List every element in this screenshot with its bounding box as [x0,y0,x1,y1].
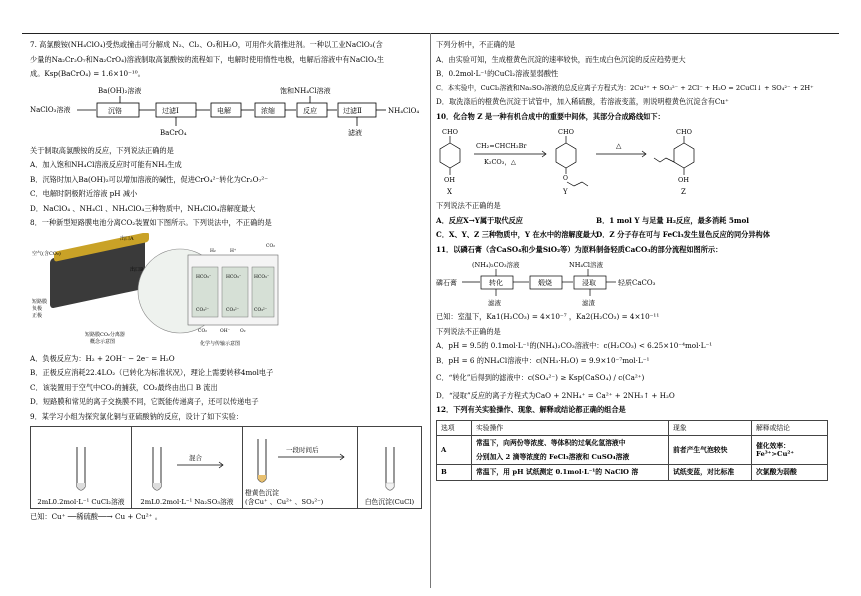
q9-ask: 下列分析中，不正确的是 [436,40,516,49]
q10-option-d: D．Z 分子存在可与 FeCl₃发生显色反应的同分异构体 [596,230,770,240]
q11-box-leach: 浸取 [582,279,596,288]
q12-header-conclusion: 解释或结论 [752,420,828,435]
question-8 [30,218,425,406]
q9-mix-arrow [147,445,227,495]
q8-option-d: D．短路膜和常见的离子交换膜不同，它既能传递离子，还可以传递电子 [30,397,259,406]
q8-stem: 8．一种新型短路膜电池分离CO₂装置如下图所示。下列说法中，不正确的是 [30,218,272,227]
q11-flow-diagram [436,259,836,309]
q11-reagent-1: (NH₄)₂CO₃溶液 [472,261,520,270]
q7-stem-line-1: 7. 高氯酸铵(NH₄ClO₄)受热或撞击可分解成 N₂、Cl₂、O₂和H₂O，可用作火箭推进剂。一种以工业NaClO₃(含 [30,40,383,49]
q11-known: 已知：室温下，Ka1(H₂CO₃) = 4×10⁻⁷ ，Ka2(H₂CO₃) = 4×10⁻¹¹ [436,312,660,322]
q11-option-c: C．“转化”后得到的滤液中：c(SO₄²⁻) ≥ Ksp(CaSO₄) / c(Ca²⁺) [436,372,645,382]
q8-membrane-figure [30,233,290,351]
q12-row-b-option: B [437,465,472,480]
q8-air-in: 空气(含CO₂) [32,250,61,257]
q11-stem: 11．以磷石膏（含CaSO₄和少量SiO₂等）为原料制备轻质CaCO₃的部分流程如图所示： [436,244,723,254]
q9-cell-cucl2 [31,427,132,509]
q12-table [436,420,828,481]
q12-stem: 12．下列有关实验操作、现象、解释或结论都正确的组合是 [436,405,626,415]
q7-byproduct-filtrate: 滤液 [348,128,362,137]
q10-options-cd [436,230,836,239]
benzene-ring-x [440,143,460,168]
q7-option-c: C．电解时阴极附近溶液 pH 减小 [30,189,138,198]
q7-stem-line-3: 成。Ksp(BaCrO₄) = 1.6×10⁻¹⁰。 [30,69,145,78]
q8-co2-bottom: CO₂ [198,328,207,334]
table-header-row [437,420,828,435]
y-cho: CHO [558,128,574,137]
q9-option-c: C．本实验中，CuCl₂溶液和Na₂SO₃溶液的总反应离子方程式为：2Cu²⁺ + SO₃²⁻ + 2Cl⁻ + H₂O = 2CuCl↓ + SO₄²⁻ + 2H⁺ [436,83,814,92]
q8-co3-1: CO₃²⁻ [196,307,210,313]
q7-box-reaction: 反应 [303,106,317,115]
q7-option-d: D．NaClO₄ 、NH₄Cl 、NH₄ClO₄三种物质中，NH₄ClO₄溶解度最大 [30,203,256,213]
q8-hco3-1: HCO₃⁻ [196,274,212,280]
question-10 [436,112,836,240]
table-row [437,436,828,465]
q11-option-b: B．pH = 6 的NH₄Cl溶液中：c(NH₃·H₂O) = 9.9×10⁻⁷mol·L⁻¹ [436,355,650,365]
q9-label-na2so3: 2mL0.2mol·L⁻¹ Na₂SO₃溶液 [140,497,234,506]
z-oh: OH [678,176,689,185]
q10-synthesis-route [436,126,836,198]
z-cho: CHO [676,128,692,137]
q9-arrow-wait: 一段时间后 [286,445,319,454]
q8-caption-2: 概念示意图 [90,338,116,345]
q12-row-a-option: A [437,436,472,465]
left-column [30,40,425,527]
q12-row-b-operation: 常温下，用 pH 试纸测定 0.1mol·L⁻¹的 NaClO 溶 [472,465,669,480]
q8-option-c: C．该装置用于空气中CO₂的捕获，CO₂最终由出口 B 流出 [30,382,218,392]
q8-co3-3: CO₃²⁻ [254,307,268,313]
q10-reagent-1: CH₂=CHCH₂Br [476,142,527,151]
q7-box-filter1: 过滤Ⅰ [162,106,179,115]
q9-option-d: D．取洗涤后的橙黄色沉淀于试管中，加入稀硫酸，若溶液变蓝，则说明橙黄色沉淀含有Cu⁺ [436,97,729,107]
question-7 [30,40,425,213]
q9-cell-orange-ppt [243,427,358,509]
q12-header-option: 选项 [437,420,472,435]
q12-row-a-operation [472,436,669,465]
q10-heat: △ [616,142,622,151]
q12-row-a-conclusion: 催化效率：Fe³⁺>Cu²⁺ [752,436,828,465]
q9-cell-na2so3 [132,427,243,509]
label-x: X [447,188,452,197]
x-oh: OH [444,176,455,185]
q12-row-b-phenomenon: 试纸变蓝，对比标准 [669,465,752,480]
q7-box-chenge: 沉铬 [108,106,122,115]
q8-hco3-2: HCO₃⁻ [226,274,242,280]
q12-header-operation: 实验操作 [472,420,669,435]
q7-byproduct-bacro4: BaCrO₄ [160,128,187,137]
q10-ask: 下列说法不正确的是 [436,201,501,211]
q10-option-c: C．X、Y、Z 三种物质中，Y 在水中的溶解度最大 [436,230,598,240]
question-12 [436,405,836,480]
q7-box-filter2: 过滤Ⅱ [343,106,362,115]
question-9-continued [436,40,836,106]
q9-cell-white-ppt [358,427,422,509]
q12-row-a-op-line-2: 分别加入 2 滴等浓度的 FeCl₃溶液和 CuSO₄溶液 [476,452,630,461]
q10-options-ab [436,216,836,225]
x-cho: CHO [442,128,458,137]
q9-label-orange-1: 橙黄色沉淀 [245,489,279,498]
q9-option-a: A．由实验可知，生成橙黄色沉淀的速率较快，而生成白色沉淀的反应趋势更大 [436,54,686,64]
q11-byproduct-filtrate: 滤液 [488,299,501,308]
q10-reagent-2: K₂CO₃，△ [484,158,516,167]
q7-flow-diagram [30,84,425,142]
q11-reagent-2: NH₄Cl溶液 [569,261,604,270]
question-11 [436,245,836,400]
y-o: O [563,175,568,183]
q11-option-d: D．“浸取”反应的离子方程式为CaO + 2NH₄⁺ = Ca²⁺ + 2NH₃↑ + H₂O [436,390,675,400]
q12-row-a-op-line-1: 常温下，向两份等浓度、等体积的过氧化氢溶液中 [476,439,626,448]
test-tube-icon [71,445,91,495]
q11-end: 轻质CaCO₃ [618,279,656,288]
q7-start: NaClO₃溶液 [30,105,71,114]
q7-box-concentrate: 浓缩 [261,106,275,115]
label-z: Z [681,188,686,197]
q7-stem-line-2: 少量的Na₂Cr₂O₇和Na₂CrO₄)溶液制取高氯酸铵的流程如下，电解时使用惰性电极，电解后溶液中有NaClO₄生 [30,54,384,64]
q10-option-a: A．反应X→Y属于取代反应 [436,215,523,225]
label-y: Y [563,188,568,197]
q10-stem: 10．化合物 Z 是一种有机合成中的重要中间体，其部分合成路线如下： [436,111,665,121]
q8-co3-2: CO₃²⁻ [226,307,240,313]
q8-caption-3: 化学与传输示意图 [200,340,241,347]
q7-box-electrolysis: 电解 [217,106,231,115]
q11-start: 磷石膏 [436,279,457,288]
test-tube-icon [380,445,400,495]
q7-option-b: B．沉铬时加入Ba(OH)₂可以增加溶液的碱性，促进CrO₄²⁻转化为Cr₂O₇²⁻ [30,174,269,184]
q9-label-white: 白色沉淀(CuCl) [364,497,415,506]
q8-h2: H₂ [210,248,216,254]
benzene-ring-y [556,143,576,168]
q12-row-a-phenomenon: 前者产生气泡较快 [669,436,752,465]
q7-ask: 关于制取高氯酸铵的反应，下列说法正确的是 [30,145,174,155]
q7-reagent-baoh2: Ba(OH)₂溶液 [98,86,142,95]
benzene-ring-z [674,143,694,168]
q8-caption-1: 短路膜CO₂分离器 [85,331,125,338]
question-9 [30,412,425,522]
table-row [437,465,828,480]
q11-ask: 下列说法不正确的是 [436,326,501,336]
column-divider [430,33,431,588]
q7-end-product: NH₄ClO₄ [388,106,420,115]
q9-arrow-mix: 混合 [189,454,202,463]
q9-option-b: B．0.2mol·L⁻¹的CuCl₂溶液显弱酸性 [436,69,559,78]
q9-label-cucl2: 2mL0.2mol·L⁻¹ CuCl₂溶液 [37,497,125,506]
q11-byproduct-residue: 滤渣 [582,299,595,308]
q9-experiment-table [30,426,422,509]
q7-option-a: A．加入饱和NH₄Cl溶液反应时可能有NH₃生成 [30,160,182,169]
right-column [436,40,836,481]
q8-co2-top: CO₂ [266,243,275,249]
q8-outlet-b: 出口B [130,266,144,273]
q8-option-b: B．正极反应消耗22.4LO₂（已转化为标准状况），理论上需要转移4mol电子 [30,368,274,377]
q8-label-membrane: 短路膜 [32,298,48,305]
q8-hco3-3: HCO₃⁻ [254,274,270,280]
q9-wait-arrow [252,437,348,487]
q8-hplus: H⁺ [230,248,237,254]
q12-row-b-conclusion: 次氯酸为弱酸 [752,465,828,480]
q8-option-a: A．负极反应为：H₂ + 2OH⁻ − 2e⁻ = H₂O [30,353,175,363]
q8-oh: OH⁻ [220,328,230,334]
q9-known: 已知：Cu⁺ ──稀硫酸──→ Cu + Cu²⁺ 。 [30,512,162,521]
q11-box-calcine: 煅烧 [538,279,552,288]
q9-label-orange-2: (含Cu⁺ 、Cu²⁺ 、SO₃²⁻) [245,497,324,506]
q8-outlet-a: 出口A [120,235,134,242]
q8-o2: O₂ [240,328,246,334]
q12-header-phenomenon: 现象 [669,420,752,435]
q9-stem: 9．某学习小组为探究氯化铜与亚硫酸钠的反应，设计了如下实验： [30,411,244,421]
q8-label-cathode: 正极 [32,312,43,319]
q11-option-a: A．pH = 9.5的 0.1mol·L⁻¹的(NH₄)₂CO₃溶液中：c(H₂CO₃) < 6.25×10⁻⁴mol·L⁻¹ [436,341,713,351]
q8-label-anode: 负极 [32,305,43,312]
q10-option-b: B．1 mol Y 与足量 H₂反应，最多消耗 5mol [596,215,749,225]
q7-reagent-nh4cl: 饱和NH₄Cl溶液 [280,86,331,95]
q11-box-convert: 转化 [489,279,503,288]
